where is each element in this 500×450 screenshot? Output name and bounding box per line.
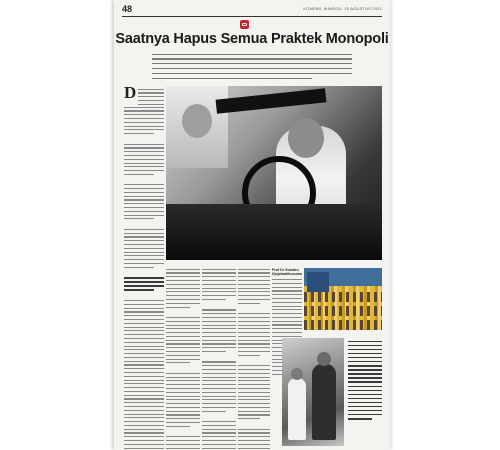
text-column-1-body	[124, 104, 164, 450]
text-column-4	[238, 266, 270, 450]
newspaper-page	[114, 0, 390, 450]
header-rule	[122, 16, 382, 17]
date-line: KOMPAS, MINGGU, 15 AGUSTUS 2021	[303, 6, 382, 11]
dropcap: D	[124, 83, 137, 102]
text-column-3	[202, 266, 236, 450]
kompas-logo-icon	[240, 20, 249, 29]
portrait-photo	[282, 338, 344, 446]
photo-caption	[348, 338, 382, 422]
text-column-2	[166, 266, 200, 450]
lede-paragraph	[152, 50, 352, 80]
main-photo	[166, 86, 382, 260]
page-number: 48	[122, 4, 133, 14]
crowd-photo	[304, 268, 382, 330]
article-headline: Saatnya Hapus Semua Praktek Monopoli	[115, 31, 389, 47]
profile-title: Prof Dr Sumitro Djojohadikusumo	[272, 268, 303, 277]
